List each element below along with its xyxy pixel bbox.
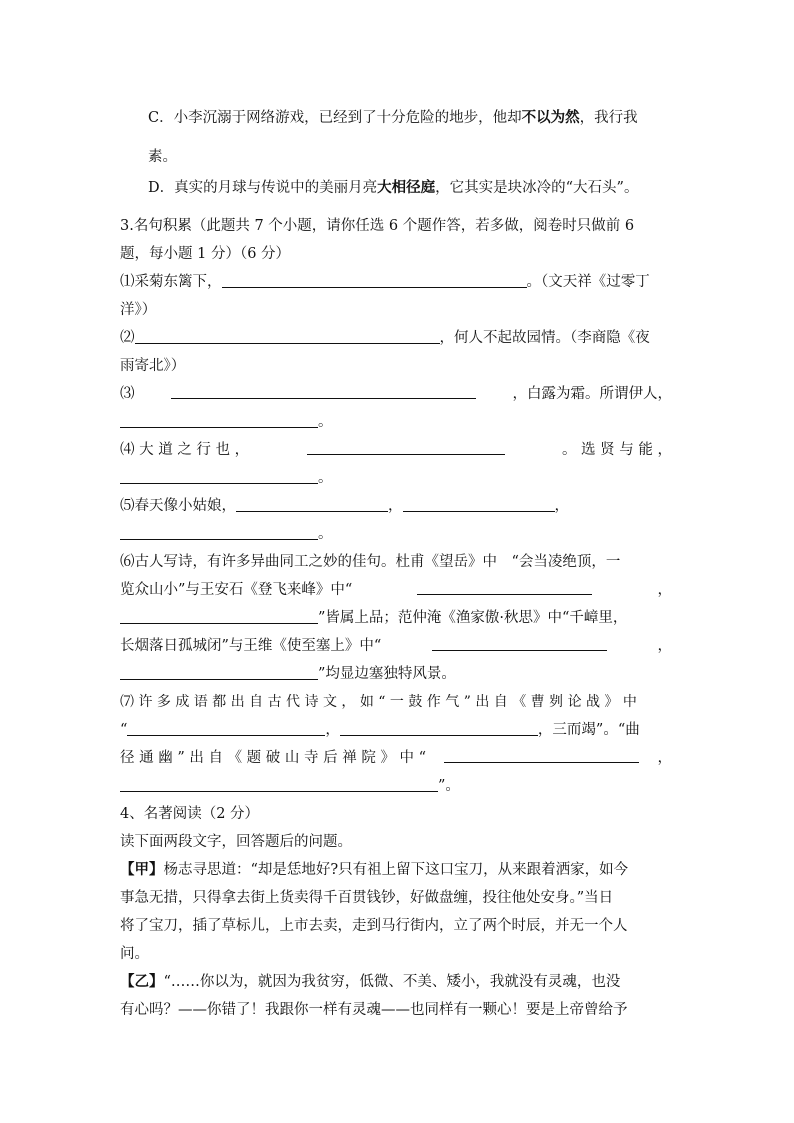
q3-item3-blank[interactable] bbox=[171, 384, 476, 399]
option-c-line2: 素。 bbox=[148, 149, 177, 165]
q3-item7-line2 bbox=[120, 720, 640, 740]
q3-header-line2: 题，每小题 1 分）（6 分） bbox=[120, 246, 291, 262]
q3-item7-blank2[interactable] bbox=[340, 721, 538, 736]
q3-item6-text5: ”均显边塞独特风景。 bbox=[318, 666, 456, 682]
q3-item7-end: ”。 bbox=[438, 778, 460, 794]
q3-item7-line3 bbox=[120, 748, 672, 768]
option-c-bold-term: 不以为然 bbox=[521, 110, 580, 126]
option-c-text-end: ，我行我 bbox=[579, 110, 638, 126]
q3-item7-line4 bbox=[120, 776, 460, 796]
q3-item1-line1 bbox=[120, 272, 650, 292]
q3-item6-line4 bbox=[120, 636, 672, 656]
q4-yi-line1 bbox=[120, 972, 620, 992]
q3-item1-line2: 洋》） bbox=[120, 302, 157, 318]
q3-item7-line1: ⑺ 许 多 成 语 都 出 自 古 代 诗 文 ， 如 “ 一 鼓 作 气 ” 出 自 《 曹 刿 论 战 》 中 bbox=[120, 694, 637, 710]
q3-item5-end: 。 bbox=[318, 526, 333, 542]
q3-item6-line1: ⑹古人写诗，有许多异曲同工之妙的佳句。杜甫《望岳》中 “会当凌绝顶，一 bbox=[120, 554, 621, 570]
q3-item5-line1 bbox=[120, 496, 569, 516]
q3-item6-comma2: ， bbox=[657, 638, 672, 654]
q3-item2-number: ⑵ bbox=[120, 330, 135, 346]
q3-item3-text: ，白露为霜。所谓伊人， bbox=[512, 386, 672, 402]
option-d-line bbox=[148, 178, 638, 198]
option-c-line1 bbox=[148, 108, 638, 128]
q3-item6-blank4[interactable] bbox=[120, 665, 318, 680]
q3-item5-text: ⑸春天像小姑娘， bbox=[120, 498, 236, 514]
q3-item4-line2 bbox=[120, 468, 333, 488]
q3-item1-blank[interactable] bbox=[222, 273, 527, 288]
q3-item7-text3: 径 通 幽 ” 出 自 《 题 破 山 寺 后 禅 院 》 中 “ bbox=[120, 750, 427, 766]
option-d-bold-term: 大相径庭 bbox=[377, 180, 436, 196]
q3-item5-blank1[interactable] bbox=[236, 497, 388, 512]
q3-item3-number: ⑶ bbox=[120, 386, 135, 402]
option-c-text: C．小李沉溺于网络游戏，已经到了十分危险的地步，他却 bbox=[148, 110, 522, 126]
q3-item4-text: ⑷ 大 道 之 行 也 ， bbox=[120, 442, 250, 458]
q4-jia-line4: 问。 bbox=[120, 946, 149, 962]
q4-header: 4、名著阅读（2 分） bbox=[120, 806, 260, 822]
q3-item5-blank3[interactable] bbox=[120, 525, 318, 540]
q3-item5-blank2[interactable] bbox=[403, 497, 555, 512]
q3-item5-comma2: ， bbox=[554, 498, 569, 514]
q3-item5-comma1: ， bbox=[388, 498, 403, 514]
q3-item3-line1 bbox=[120, 384, 672, 404]
option-d-text: D．真实的月球与传说中的美丽月亮 bbox=[148, 180, 378, 196]
q3-item4-line1 bbox=[120, 440, 672, 460]
q3-item6-line2 bbox=[120, 580, 672, 600]
q3-item7-blank4[interactable] bbox=[120, 777, 438, 792]
q4-jia-text1: 杨志寻思道：“却是恁地好?只有祖上留下这口宝刀，从来跟着洒家，如今 bbox=[163, 862, 629, 878]
q3-header-line1: 3.名句积累（此题共 7 个小题，请你任选 6 个题作答，若多做，阅卷时只做前 6 bbox=[120, 218, 635, 234]
q3-item6-blank3[interactable] bbox=[432, 636, 607, 651]
q3-item4-blank2[interactable] bbox=[120, 469, 318, 484]
q3-item1-text: ⑴采菊东篱下， bbox=[120, 274, 222, 290]
q3-item7-quote-open: “ bbox=[120, 722, 128, 738]
q3-item7-blank3[interactable] bbox=[444, 748, 639, 763]
q3-item7-blank1[interactable] bbox=[127, 721, 325, 736]
q3-item4-text2: 。 选 贤 与 能 ， bbox=[561, 442, 672, 458]
q4-jia-label: 【甲】 bbox=[120, 862, 164, 878]
q3-item4-blank[interactable] bbox=[307, 440, 505, 455]
q3-item2-line2: 雨寄北》） bbox=[120, 358, 186, 374]
q3-item6-blank2[interactable] bbox=[120, 609, 318, 624]
q3-item6-line3 bbox=[120, 608, 627, 628]
q3-item3-end: 。 bbox=[318, 414, 333, 430]
q3-item2-line1 bbox=[120, 328, 650, 348]
q3-item2-blank[interactable] bbox=[135, 329, 440, 344]
q4-jia-line1 bbox=[120, 860, 628, 880]
q3-item6-text2: 览众山小”与王安石《登飞来峰》中“ bbox=[120, 582, 353, 598]
q3-item6-text3: ”皆属上品；范仲淹《渔家傲·秋思》中“千嶂里， bbox=[318, 610, 628, 626]
q3-item3-blank2[interactable] bbox=[120, 413, 318, 428]
q3-item6-blank1[interactable] bbox=[417, 580, 592, 595]
q3-item7-comma: ， bbox=[325, 722, 340, 738]
q4-jia-line2: 事急无措，只得拿去街上货卖得千百贯钱钞，好做盘缠，投往他处安身。”当日 bbox=[120, 890, 614, 906]
q3-item1-source: 。（文天祥《过零丁 bbox=[526, 274, 650, 290]
q3-item6-line5 bbox=[120, 664, 456, 684]
q3-item3-line2 bbox=[120, 412, 333, 432]
q3-item2-text: ，何人不起故园情。（李商隐《夜 bbox=[439, 330, 650, 346]
option-d-text-end: ，它其实是块冰冷的“大石头”。 bbox=[435, 180, 639, 196]
q4-yi-text1: “……你以为，就因为我贫穷，低微、不美、矮小，我就没有灵魂，也没 bbox=[163, 974, 621, 990]
q3-item7-text2: ，三而竭”。“曲 bbox=[537, 722, 640, 738]
q4-intro: 读下面两段文字，回答题后的问题。 bbox=[120, 834, 352, 850]
q3-item4-end: 。 bbox=[318, 470, 333, 486]
q3-item5-line2 bbox=[120, 524, 333, 544]
q4-yi-line2: 有心吗？——你错了！我跟你一样有灵魂——也同样有一颗心！要是上帝曾给予 bbox=[120, 1002, 628, 1018]
q3-item6-comma: ， bbox=[657, 582, 672, 598]
q3-item6-text4: 长烟落日孤城闭”与王维《使至塞上》中“ bbox=[120, 638, 382, 654]
q4-jia-line3: 将了宝刀，插了草标儿，上市去卖，走到马行街内，立了两个时辰，并无一个人 bbox=[120, 918, 628, 934]
q3-item7-comma2: ， bbox=[657, 750, 672, 766]
q4-yi-label: 【乙】 bbox=[120, 974, 164, 990]
